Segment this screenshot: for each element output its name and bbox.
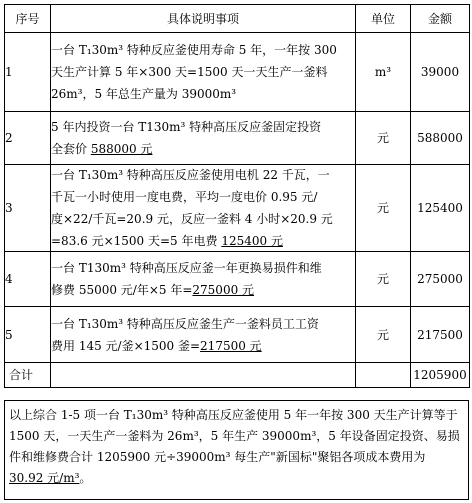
description-line: 天生产计算 5 年×300 天=1500 天一天生产一釜料 xyxy=(51,65,328,79)
description-line: 一台 T₁30m³ 特种高压反应釜生产一釜料员工工资 xyxy=(51,316,319,331)
table-header-row xyxy=(5,5,470,33)
underlined-value: 125400 元 xyxy=(221,234,283,248)
header-unit: 单位 xyxy=(356,5,411,33)
table-row xyxy=(5,165,470,252)
underlined-value: 588000 元 xyxy=(90,142,153,156)
summary-line: 以上综合 1-5 项一台 T₁30m³ 特种高压反应釜使用 5 年一年按 300 天生产计算等于 xyxy=(9,408,458,422)
description-line: 26m³，5 年总生产量为 39000m³ xyxy=(51,87,237,101)
description-line: 度×22/千瓦=20.9 元，反应一釜料 4 小时×20.9 元 xyxy=(51,212,333,226)
summary-end: 。 xyxy=(79,471,92,485)
total-empty-cell xyxy=(356,363,411,388)
row-description xyxy=(51,165,356,252)
description-line: 一台 T130m³ 特种高压反应釜一年更换易损件和维 xyxy=(51,261,322,275)
description-text: 修费 55000 元/年×5 年= xyxy=(51,283,193,297)
row-number: 5 xyxy=(5,307,51,363)
row-amount: 588000 xyxy=(411,112,470,165)
underlined-value: 275000 元 xyxy=(192,283,255,297)
description-line xyxy=(51,280,355,300)
summary-box xyxy=(4,400,469,500)
row-unit: m³ xyxy=(356,33,411,112)
total-row xyxy=(5,363,470,388)
description-line: 一台 T₁30m³ 特种反应釜使用寿命 5 年，一年按 300 xyxy=(51,43,337,57)
summary-line: 件和维修费合计 1205900 元÷39000m³ 每生产"新国标"聚铝各项成本费用为 xyxy=(9,450,426,464)
row-number: 1 xyxy=(5,33,51,112)
row-unit: 元 xyxy=(356,165,411,252)
table-row xyxy=(5,33,470,112)
description-line xyxy=(51,231,355,251)
row-number: 3 xyxy=(5,165,51,252)
header-amount: 金额 xyxy=(411,5,470,33)
row-number: 2 xyxy=(5,112,51,165)
description-text: 全套价 xyxy=(51,142,91,156)
row-number: 4 xyxy=(5,252,51,307)
row-description xyxy=(51,307,356,363)
summary-line: 1500 天，一天生产一釜料为 26m³，5 年生产 39000m³，5 年设备固定投资、易损 xyxy=(9,429,460,443)
summary-line xyxy=(9,468,464,489)
description-line xyxy=(51,336,355,356)
table-row xyxy=(5,112,470,165)
row-amount: 217500 xyxy=(411,307,470,363)
unit-cost-value: 30.92 元/m³ xyxy=(9,471,80,485)
row-unit: 元 xyxy=(356,112,411,165)
row-description xyxy=(51,252,356,307)
row-amount: 39000 xyxy=(411,33,470,112)
row-description xyxy=(51,112,356,165)
total-empty-cell xyxy=(51,363,356,388)
header-description: 具体说明事项 xyxy=(51,5,356,33)
row-amount: 275000 xyxy=(411,252,470,307)
underlined-value: 217500 元 xyxy=(200,338,262,353)
description-line: 千瓦一小时使用一度电费，平均一度电价 0.95 元/ xyxy=(51,190,318,204)
total-amount: 1205900 xyxy=(411,363,470,388)
row-description xyxy=(51,33,356,112)
description-text: =83.6 元×1500 天=5 年电费 xyxy=(51,234,222,248)
total-label: 合计 xyxy=(5,363,51,388)
description-text: 费用 145 元/釜×1500 釜= xyxy=(51,338,201,353)
row-unit: 元 xyxy=(356,252,411,307)
table-row xyxy=(5,252,470,307)
description-line: 一台 T₁30m³ 特种高压反应釜使用电机 22 千瓦，一 xyxy=(51,168,330,182)
row-unit: 元 xyxy=(356,307,411,363)
header-no: 序号 xyxy=(5,5,51,33)
row-amount: 125400 xyxy=(411,165,470,252)
cost-table xyxy=(4,4,470,388)
description-line: 5 年内投资一台 T130m³ 特种高压反应釜固定投资 xyxy=(51,120,322,134)
table-row xyxy=(5,307,470,363)
description-line xyxy=(51,139,355,159)
